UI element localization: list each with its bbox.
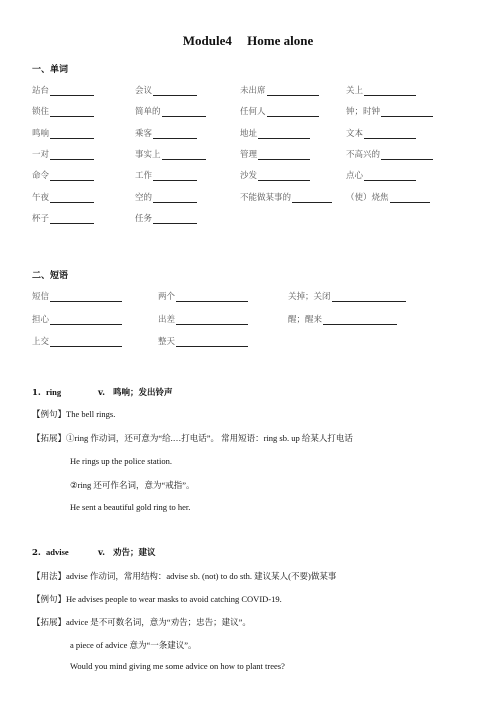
answer-blank[interactable] (50, 213, 94, 224)
entry-number: 1. (32, 388, 41, 398)
vocab-item (346, 127, 416, 139)
answer-blank[interactable] (258, 170, 310, 181)
phrase-prompt: 关掉；关闭 (288, 292, 331, 302)
vocab-item (135, 212, 197, 224)
vocab-item (32, 148, 94, 160)
vocab-prompt: 不能做某事的 (240, 192, 292, 203)
module-label: Module4 (182, 33, 232, 48)
answer-blank[interactable] (323, 314, 397, 325)
vocab-item (32, 105, 94, 117)
vocab-prompt: 会议 (135, 86, 153, 96)
vocab-prompt: 工作 (135, 171, 153, 182)
answer-blank[interactable] (153, 128, 197, 139)
answer-blank[interactable] (153, 192, 197, 203)
entry-heading-ring (32, 386, 172, 398)
phrase-item (158, 290, 248, 302)
phrase-item (158, 335, 248, 347)
vocab-row (32, 212, 472, 226)
answer-blank[interactable] (258, 149, 310, 160)
answer-blank[interactable] (381, 106, 433, 117)
topic-label: Home alone (247, 33, 314, 48)
entry-word: advise (46, 547, 69, 557)
vocab-prompt: 任何人 (240, 107, 266, 118)
answer-blank[interactable] (267, 106, 319, 117)
vocab-row (32, 127, 472, 141)
phrase-row (32, 335, 472, 349)
entry-pos: v. (98, 388, 106, 398)
answer-blank[interactable] (267, 85, 319, 96)
vocab-item (135, 127, 197, 139)
entry-line: 【用法】advise 作动词，常用结构：advise sb. (not) to do sth. 建议某人(不要)做某事 (32, 571, 337, 581)
answer-blank[interactable] (50, 314, 122, 325)
answer-blank[interactable] (176, 314, 248, 325)
vocab-prompt: 鸣响 (32, 128, 50, 139)
entry-line: 【例句】The bell rings. (32, 409, 116, 419)
vocab-prompt: 关上 (346, 86, 364, 96)
vocab-item (32, 169, 94, 181)
entry-line: He rings up the police station. (70, 456, 172, 466)
phrase-item (288, 290, 406, 302)
answer-blank[interactable] (332, 291, 406, 302)
entry-line: 【拓展】advice 是不可数名词，意为“劝告；忠告；建议”。 (32, 617, 251, 627)
answer-blank[interactable] (50, 291, 122, 302)
entry-line: 【拓展】①ring 作动词，还可意为“给.…打电话”。 常用短语：ring sb. up 给某人打电话 (32, 433, 353, 443)
vocab-prompt: 简单的 (135, 107, 161, 118)
entry-word: ring (46, 387, 62, 397)
vocab-item (32, 84, 94, 96)
vocab-row (32, 169, 472, 183)
vocab-row (32, 84, 472, 98)
vocab-prompt: 杯子 (32, 213, 50, 224)
vocab-item (32, 127, 94, 139)
answer-blank[interactable] (381, 149, 433, 160)
answer-blank[interactable] (176, 291, 248, 302)
vocab-row (32, 105, 472, 119)
vocab-item (240, 148, 310, 160)
entry-number: 2. (32, 548, 41, 558)
answer-blank[interactable] (50, 149, 94, 160)
vocab-prompt: 沙发 (240, 171, 258, 182)
answer-blank[interactable] (390, 192, 430, 203)
answer-blank[interactable] (153, 85, 197, 96)
vocab-prompt: 未出席 (240, 86, 266, 96)
phrase-item (32, 313, 122, 325)
phrase-prompt: 担心 (32, 314, 50, 325)
vocab-item (135, 148, 206, 160)
phrase-item (32, 335, 122, 347)
phrase-prompt: 出差 (158, 314, 176, 325)
answer-blank[interactable] (258, 128, 310, 139)
entry-heading-advise (32, 546, 155, 558)
answer-blank[interactable] (292, 192, 332, 203)
vocab-item (240, 169, 310, 181)
vocab-item (240, 191, 332, 203)
phrase-row (32, 290, 472, 304)
vocab-prompt: 不高兴的 (346, 149, 381, 160)
vocab-item (240, 84, 319, 96)
vocab-prompt: 钟；时钟 (346, 107, 381, 118)
vocab-item (346, 148, 433, 160)
entry-line: a piece of advice 意为“一条建议”。 (70, 640, 197, 650)
answer-blank[interactable] (364, 170, 416, 181)
vocab-prompt: 站台 (32, 86, 50, 96)
vocab-prompt: 一对 (32, 149, 50, 160)
answer-blank[interactable] (50, 128, 94, 139)
vocab-item (240, 105, 319, 117)
answer-blank[interactable] (364, 85, 416, 96)
vocab-item (135, 169, 197, 181)
phrase-item (158, 313, 248, 325)
answer-blank[interactable] (162, 149, 206, 160)
phrase-prompt: 上交 (32, 337, 50, 347)
vocab-row (32, 191, 472, 205)
phrase-prompt: 两个 (158, 292, 176, 302)
vocab-prompt: 锁住 (32, 107, 50, 118)
answer-blank[interactable] (364, 128, 416, 139)
answer-blank[interactable] (50, 192, 94, 203)
vocab-prompt: 点心 (346, 171, 364, 182)
answer-blank[interactable] (50, 85, 94, 96)
vocab-item (240, 127, 310, 139)
phrase-item (288, 313, 397, 325)
entry-meaning: 鸣响；发出铃声 (112, 388, 173, 398)
vocab-prompt: 午夜 (32, 192, 50, 203)
vocab-prompt: 事实上 (135, 149, 161, 160)
vocab-item (346, 191, 430, 203)
answer-blank[interactable] (153, 170, 197, 181)
vocab-item (32, 212, 94, 224)
phrase-prompt: 醒；醒来 (288, 314, 323, 325)
phrase-row (32, 313, 472, 327)
entry-line: 【例句】He advises people to wear masks to avoid catching COVID-19. (32, 594, 282, 604)
entry-line: He sent a beautiful gold ring to her. (70, 502, 191, 512)
phrase-prompt: 整天 (158, 337, 176, 347)
vocab-row (32, 148, 472, 162)
answer-blank[interactable] (176, 336, 248, 347)
vocab-prompt: 文本 (346, 128, 364, 139)
vocab-item (135, 84, 197, 96)
vocab-item (135, 191, 197, 203)
vocab-prompt: 地址 (240, 128, 258, 139)
phrase-prompt: 短信 (32, 292, 50, 302)
vocab-prompt: 乘客 (135, 128, 153, 139)
answer-blank[interactable] (153, 213, 197, 224)
vocab-prompt: 任务 (135, 213, 153, 224)
vocab-item (346, 105, 433, 117)
answer-blank[interactable] (50, 170, 94, 181)
vocab-prompt: 空的 (135, 192, 153, 203)
vocab-item (346, 169, 416, 181)
entry-line: ②ring 还可作名词，意为“戒指”。 (70, 480, 195, 490)
page-title (0, 33, 496, 49)
vocab-item (346, 84, 416, 96)
vocab-item (135, 105, 206, 117)
entry-line: Would you mind giving me some advice on how to plant trees? (70, 661, 285, 671)
entry-meaning: 劝告；建议 (112, 548, 156, 558)
vocab-section-heading: 一、单词 (32, 65, 69, 75)
vocab-prompt: （使）烧焦 (346, 192, 389, 203)
phrase-item (32, 290, 122, 302)
answer-blank[interactable] (50, 106, 94, 117)
vocab-prompt: 管理 (240, 149, 258, 160)
answer-blank[interactable] (50, 336, 122, 347)
vocab-item (32, 191, 94, 203)
vocab-prompt: 命令 (32, 171, 50, 182)
answer-blank[interactable] (162, 106, 206, 117)
phrase-section-heading: 二、短语 (32, 271, 69, 281)
entry-pos: v. (98, 548, 106, 558)
